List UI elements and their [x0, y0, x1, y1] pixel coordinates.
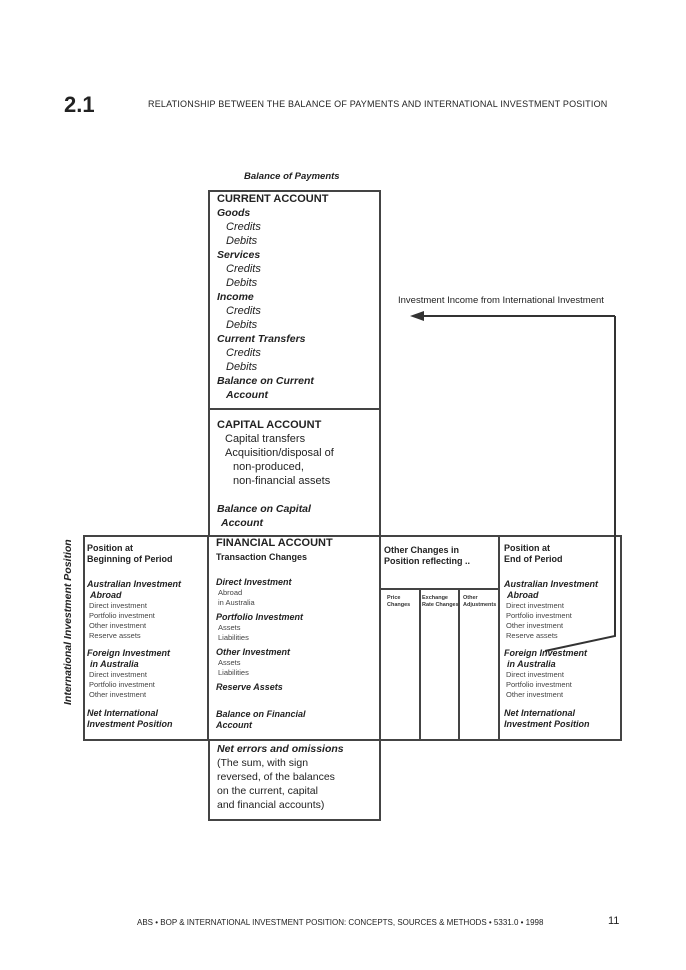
col-label: Price — [387, 595, 401, 601]
end-title-2: End of Period — [504, 554, 563, 564]
item: Credits — [226, 263, 261, 275]
balance-capital-2: Account — [221, 517, 263, 529]
foreign-2: in Australia — [90, 659, 139, 669]
group: Other Investment — [216, 647, 291, 657]
net-iip-2: Investment Position — [87, 719, 173, 729]
iip-label: International Investment Position — [62, 539, 74, 705]
aus-abroad-2: Abroad — [507, 590, 539, 600]
col-label: Adjustments — [463, 602, 497, 608]
item: Assets — [218, 623, 241, 632]
figure-number: 2.1 — [64, 92, 95, 117]
item: Other investment — [89, 621, 147, 630]
group-current-transfers: Current Transfers — [217, 333, 306, 345]
group-services: Services — [217, 249, 261, 261]
financial-account-title: FINANCIAL ACCOUNT — [216, 537, 333, 549]
item: Direct investment — [89, 601, 147, 610]
item: Portfolio investment — [506, 611, 572, 620]
group-goods: Goods — [217, 207, 251, 219]
net-iip-2: Investment Position — [504, 719, 590, 729]
other-changes-title-2: Position reflecting .. — [384, 556, 471, 566]
item: Other investment — [506, 690, 564, 699]
item: Assets — [218, 658, 241, 667]
foreign-2: in Australia — [507, 659, 556, 669]
group: Portfolio Investment — [216, 612, 304, 622]
balance-financial-2: Account — [216, 720, 252, 730]
item: Debits — [226, 277, 258, 289]
group: Reserve Assets — [216, 682, 283, 692]
item: Portfolio investment — [506, 680, 572, 689]
aus-abroad: Australian Investment — [504, 579, 599, 589]
beginning-title-2: Beginning of Period — [87, 554, 173, 564]
col-label: Other — [463, 595, 478, 601]
item: Debits — [226, 235, 258, 247]
end-title: Position at — [504, 543, 551, 553]
item: Credits — [226, 221, 261, 233]
net-iip: Net International — [87, 708, 159, 718]
aus-abroad-2: Abroad — [90, 590, 122, 600]
item: Acquisition/disposal of — [225, 447, 334, 459]
item: Other investment — [89, 690, 147, 699]
item: Abroad — [218, 588, 243, 597]
net-errors-line: reversed, of the balances — [217, 771, 335, 783]
col-label: Rate Changes — [422, 602, 459, 608]
item: Debits — [226, 319, 258, 331]
item: non-produced, — [233, 461, 304, 473]
current-account-title: CURRENT ACCOUNT — [217, 193, 329, 205]
item: Credits — [226, 347, 261, 359]
item: Direct investment — [506, 601, 564, 610]
col-label: Exchange — [422, 595, 448, 601]
item: non-financial assets — [233, 475, 331, 487]
balance-current: Balance on Current — [217, 375, 314, 387]
item: in Australia — [218, 598, 255, 607]
group: Direct Investment — [216, 577, 292, 587]
figure-title: RELATIONSHIP BETWEEN THE BALANCE OF PAYMENTS AND INTERNATIONAL INVESTMENT POSITION — [148, 99, 608, 109]
item: Other investment — [506, 621, 564, 630]
item: Direct investment — [506, 670, 564, 679]
beginning-title: Position at — [87, 543, 134, 553]
bop-label: Balance of Payments — [244, 171, 340, 182]
net-errors-line: on the current, capital — [217, 785, 318, 797]
aus-abroad: Australian Investment — [87, 579, 182, 589]
item: Debits — [226, 361, 258, 373]
net-errors-line: (The sum, with sign — [217, 757, 309, 769]
item: Credits — [226, 305, 261, 317]
item: Liabilities — [218, 633, 249, 642]
other-changes-title: Other Changes in — [384, 545, 460, 555]
item: Direct investment — [89, 670, 147, 679]
item: Capital transfers — [225, 433, 306, 445]
balance-current-2: Account — [226, 389, 268, 401]
income-arrow-label: Investment Income from International Investment — [398, 295, 604, 306]
item: Portfolio investment — [89, 680, 155, 689]
group-income: Income — [217, 291, 254, 303]
net-errors-line: and financial accounts) — [217, 799, 325, 811]
col-label: Changes — [387, 602, 411, 608]
item: Reserve assets — [506, 631, 558, 640]
net-iip: Net International — [504, 708, 576, 718]
arrowhead-icon — [410, 311, 424, 321]
item: Portfolio investment — [89, 611, 155, 620]
page-number: 11 — [608, 915, 620, 927]
item: Reserve assets — [89, 631, 141, 640]
capital-account-title: CAPITAL ACCOUNT — [217, 419, 322, 431]
foreign: Foreign Investment — [504, 648, 588, 658]
balance-financial: Balance on Financial — [216, 709, 306, 719]
balance-capital: Balance on Capital — [217, 503, 311, 515]
net-errors-title: Net errors and omissions — [217, 743, 344, 755]
footer-text: ABS • BOP & INTERNATIONAL INVESTMENT POSITION: CONCEPTS, SOURCES & METHODS • 5331.0 • 1998 — [137, 918, 544, 927]
foreign: Foreign Investment — [87, 648, 171, 658]
transaction-changes: Transaction Changes — [216, 552, 308, 562]
item: Liabilities — [218, 668, 249, 677]
